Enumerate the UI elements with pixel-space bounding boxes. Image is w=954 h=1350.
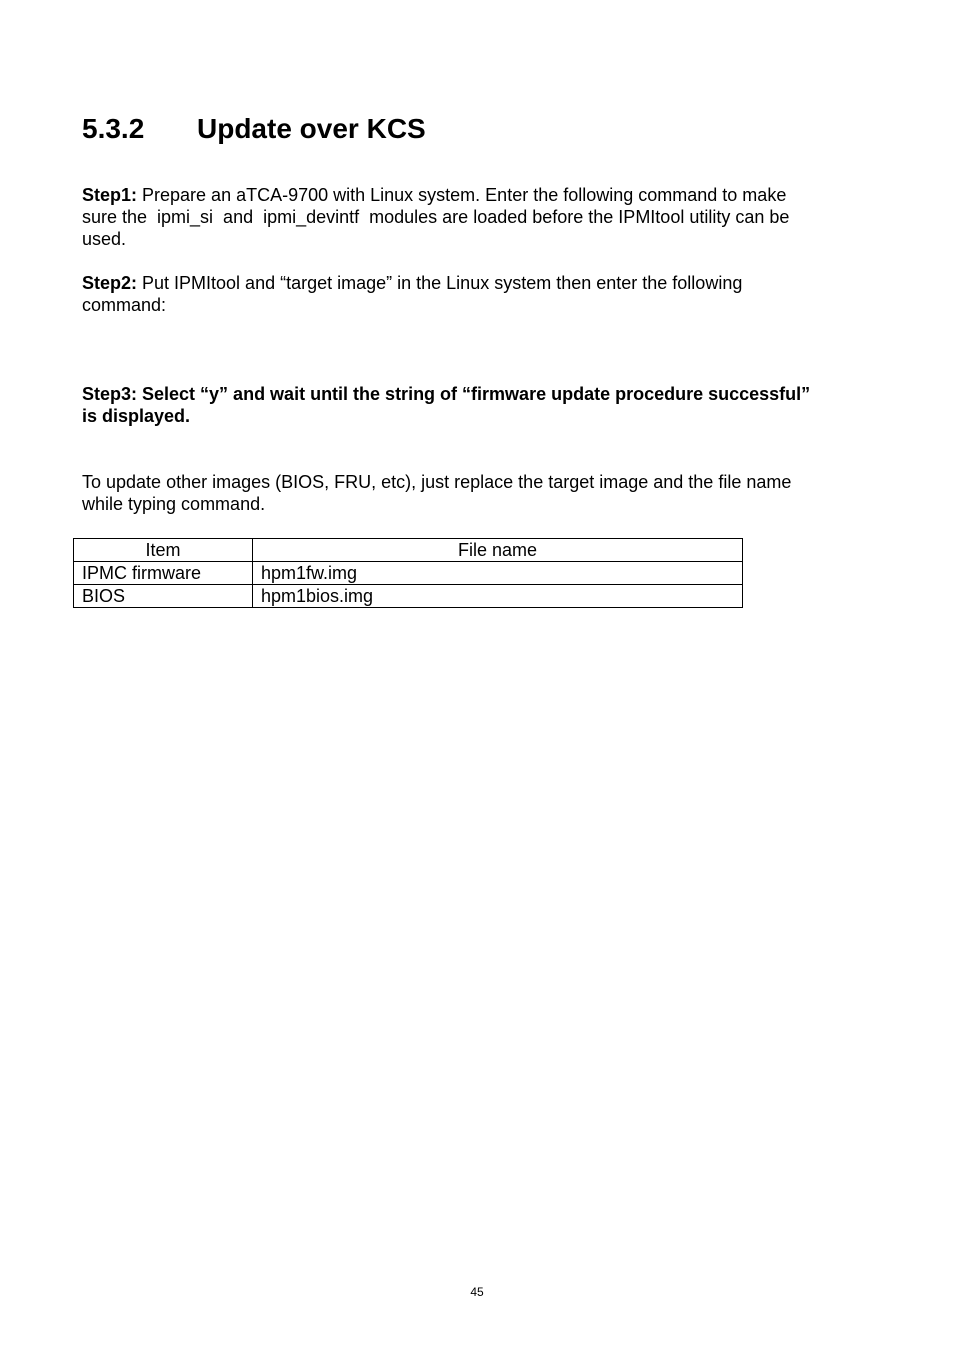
step3-text-line2: is displayed. — [82, 406, 191, 426]
file-name-table — [73, 538, 743, 608]
step1-text-line3: used. — [82, 229, 127, 249]
note-text-line1: To update other images (BIOS, FRU, etc), just replace the target image and the file name — [82, 472, 792, 492]
step2-text-line1: Put IPMItool and “target image” in the Linux system then enter the following — [137, 273, 743, 293]
cell-item: BIOS — [74, 585, 253, 608]
header-file-name: File name — [253, 539, 743, 562]
page-number: 45 — [470, 1285, 484, 1299]
step1-text-line1: Prepare an aTCA-9700 with Linux system. Enter the following command to make — [137, 185, 787, 205]
table-row — [74, 585, 743, 608]
section-number: 5.3.2 — [82, 113, 145, 144]
step1-paragraph — [82, 184, 872, 250]
step1-text-line2: sure the ipmi_si and ipmi_devintf modules are loaded before the IPMItool utility can be — [82, 207, 790, 227]
step2-label: Step2: — [82, 273, 138, 293]
step2-paragraph — [82, 272, 872, 316]
cell-file-name: hpm1bios.img — [253, 585, 743, 608]
table-row — [74, 562, 743, 585]
cell-file-name: hpm1fw.img — [253, 562, 743, 585]
section-title: Update over KCS — [197, 113, 426, 144]
section-heading — [82, 112, 426, 146]
step1-label: Step1: — [82, 185, 138, 205]
note-text-line2: while typing command. — [82, 494, 266, 514]
note-paragraph — [82, 471, 872, 515]
step2-text-line2: command: — [82, 295, 167, 315]
step3-paragraph — [82, 383, 872, 427]
step3-text-line1: Step3: Select “y” and wait until the string of “firmware update procedure successful” — [82, 384, 811, 404]
cell-item: IPMC firmware — [74, 562, 253, 585]
header-item: Item — [74, 539, 253, 562]
table-header-row — [74, 539, 743, 562]
